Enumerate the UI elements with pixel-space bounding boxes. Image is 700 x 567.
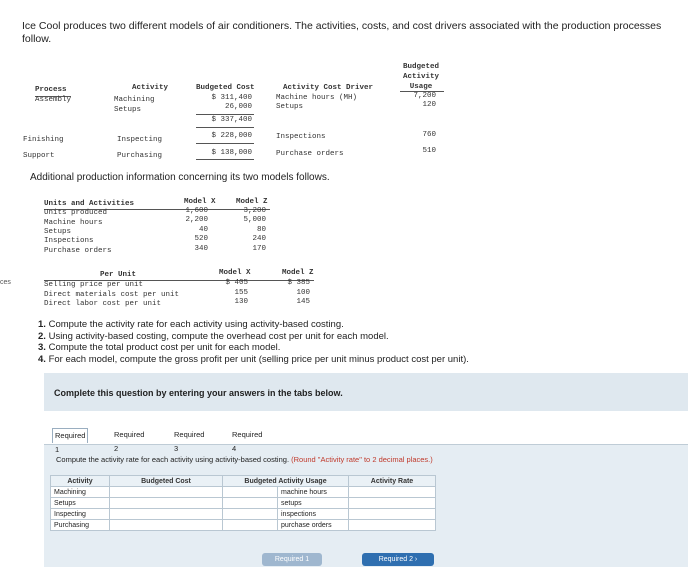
process-finishing: Finishing: [23, 136, 64, 144]
units-row-z: 5,000: [243, 216, 266, 224]
units-col-model-z: Model Z: [236, 198, 268, 206]
usage-inspecting: 760: [422, 131, 436, 139]
budgeted-cost-input[interactable]: [110, 509, 223, 520]
table-row: [51, 520, 436, 531]
budgeted-usage-header: [396, 62, 446, 92]
units-row-z: 3,200: [243, 207, 266, 215]
question-item: 2. Using activity-based costing, compute the overhead cost per unit for each model.: [38, 330, 389, 342]
additional-info-text: Additional production information concerning its two models follows.: [30, 172, 330, 183]
process-assembly: Assembly: [35, 96, 72, 104]
instruction-main: Compute the activity rate for each activity using activity-based costing.: [56, 455, 290, 464]
prev-required-button[interactable]: [262, 553, 322, 566]
instruction-text: [56, 455, 433, 464]
units-row-z: 80: [256, 226, 266, 234]
col-process-header: Process: [35, 86, 67, 94]
cost-machining: $ 311,400: [211, 94, 252, 102]
units-col-model-x: Model X: [184, 198, 216, 206]
driver-purchasing: Purchase orders: [276, 150, 344, 158]
tab-required-4[interactable]: Required 4: [232, 430, 263, 453]
per-unit-col-model-z: Model Z: [282, 269, 314, 277]
question-list: [38, 319, 678, 365]
col-driver-header: Activity Cost Driver: [283, 84, 374, 92]
activity-setups: Setups: [114, 106, 142, 114]
row-activity-label: Machining: [51, 487, 110, 498]
driver-label: purchase orders: [278, 520, 349, 531]
activity-rate-input[interactable]: [349, 509, 436, 520]
units-table-header: Units and Activities: [44, 200, 135, 208]
per-unit-row-z: 145: [296, 298, 310, 306]
units-row-label: Inspections: [44, 237, 94, 245]
activity-inspecting: Inspecting: [117, 136, 163, 144]
per-unit-row-z: $ 385: [287, 279, 310, 287]
per-unit-row-x: 155: [234, 289, 248, 297]
cost-assembly-total: $ 337,400: [211, 116, 252, 124]
budgeted-cost-input[interactable]: [110, 520, 223, 531]
units-row-label: Setups: [44, 228, 72, 236]
table-row: [51, 487, 436, 498]
complete-question-text: Complete this question by entering your answers in the tabs below.: [54, 388, 343, 398]
cost-purchasing: $ 138,000: [211, 149, 252, 157]
row-activity-label: Purchasing: [51, 520, 110, 531]
units-row-x: 340: [194, 245, 208, 253]
usage-input[interactable]: [223, 498, 278, 509]
question-item: 4. For each model, compute the gross profit per unit (selling price per unit minus product cost per unit).: [38, 353, 469, 365]
per-unit-row-label: Selling price per unit: [44, 281, 144, 289]
tab-required-2[interactable]: Required 2: [114, 430, 145, 453]
question-item: 3. Compute the total product cost per unit for each model.: [38, 342, 281, 353]
units-row-z: 170: [252, 245, 266, 253]
per-unit-row-x: $ 405: [225, 279, 248, 287]
table-row: [51, 509, 436, 520]
usage-purchasing: 510: [422, 147, 436, 155]
units-row-x: 2,200: [185, 216, 208, 224]
activity-rate-input[interactable]: [349, 520, 436, 531]
units-row-x: 1,600: [185, 207, 208, 215]
per-unit-row-label: Direct materials cost per unit: [44, 291, 180, 299]
instruction-note: (Round "Activity rate" to 2 decimal places.): [291, 455, 433, 464]
question-item: 1. Compute the activity rate for each activity using activity-based costing.: [38, 319, 344, 330]
left-edge-text: ces: [0, 279, 11, 286]
table-row: [51, 498, 436, 509]
usage-machining: 7,200: [413, 92, 436, 100]
cost-inspecting: $ 228,000: [211, 132, 252, 140]
units-row-label: Purchase orders: [44, 247, 112, 255]
prev-button-label: Required 1: [274, 556, 310, 563]
row-activity-label: Inspecting: [51, 509, 110, 520]
complete-question-bar: [44, 373, 688, 411]
header-usage: Usage: [409, 83, 433, 91]
units-row-z: 240: [252, 235, 266, 243]
driver-setups: Setups: [276, 103, 304, 111]
tab-required-3[interactable]: Required 3: [174, 430, 205, 453]
activity-rate-table: [50, 475, 436, 531]
budgeted-cost-input[interactable]: [110, 487, 223, 498]
driver-label: machine hours: [278, 487, 349, 498]
activity-machining: Machining: [114, 96, 155, 104]
col-activity-header: Activity: [132, 84, 169, 92]
next-button-label: Required 2: [378, 556, 413, 563]
driver-label: inspections: [278, 509, 349, 520]
units-row-x: 520: [194, 235, 208, 243]
table-header-row: [51, 476, 436, 487]
col-cost-header: Budgeted Cost: [196, 84, 255, 92]
th-activity-rate: Activity Rate: [349, 476, 436, 487]
tab-required-1[interactable]: Required 1: [52, 428, 88, 443]
next-required-button[interactable]: [362, 553, 434, 566]
per-unit-col-model-x: Model X: [219, 269, 251, 277]
per-unit-row-z: 100: [296, 289, 310, 297]
per-unit-row-x: 130: [234, 298, 248, 306]
chevron-right-icon: ›: [414, 556, 418, 563]
assembly-subtotal-rule: [196, 114, 254, 115]
inspecting-rule: [196, 143, 254, 144]
activity-rate-input[interactable]: [349, 498, 436, 509]
row-activity-label: Setups: [51, 498, 110, 509]
usage-input[interactable]: [223, 487, 278, 498]
activity-purchasing: Purchasing: [117, 152, 163, 160]
header-budgeted: Budgeted: [402, 63, 439, 71]
th-activity: Activity: [51, 476, 110, 487]
th-budgeted-cost: Budgeted Cost: [110, 476, 223, 487]
per-unit-header: Per Unit: [100, 271, 137, 279]
th-budgeted-usage: Budgeted Activity Usage: [223, 476, 349, 487]
driver-machining: Machine hours (MH): [276, 94, 358, 102]
assembly-total-rule: [196, 127, 254, 128]
cost-setups: 26,000: [224, 103, 252, 111]
driver-label: setups: [278, 498, 349, 509]
budgeted-cost-input[interactable]: [110, 498, 223, 509]
units-row-x: 40: [198, 226, 208, 234]
units-row-label: Units produced: [44, 209, 108, 217]
usage-setups: 120: [422, 101, 436, 109]
usage-input[interactable]: [223, 509, 278, 520]
per-unit-row-label: Direct labor cost per unit: [44, 300, 162, 308]
activity-rate-input[interactable]: [349, 487, 436, 498]
usage-input[interactable]: [223, 520, 278, 531]
purchasing-rule: [196, 159, 254, 160]
problem-intro: Ice Cool produces two different models of air conditioners. The activities, costs, and cost drivers associated with the production processes follow.: [22, 20, 662, 45]
units-row-label: Machine hours: [44, 219, 103, 227]
process-support: Support: [23, 152, 55, 160]
header-activity: Activity: [402, 73, 439, 81]
driver-inspecting: Inspections: [276, 133, 326, 141]
